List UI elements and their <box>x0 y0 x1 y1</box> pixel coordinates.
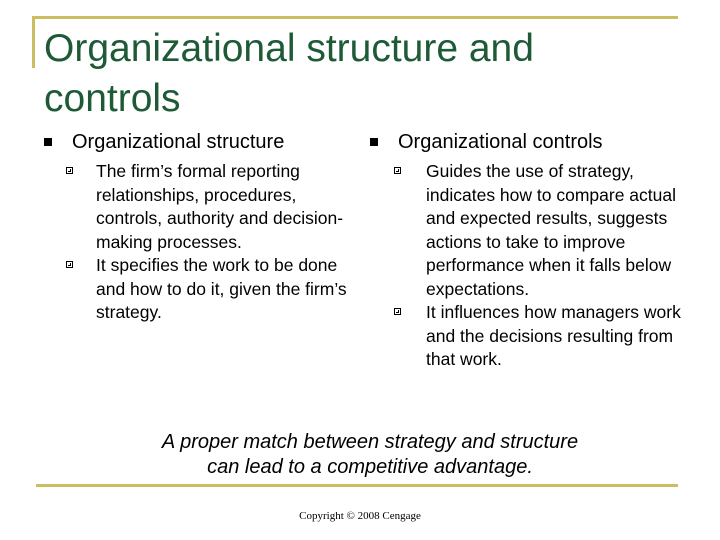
heading-text: Organizational structure <box>72 131 285 153</box>
list-item-text: It specifies the work to be done and how to do it, given the firm’s strategy. <box>96 255 347 322</box>
copyright-footer: Copyright © 2008 Cengage <box>299 510 421 522</box>
hollow-square-bullet-icon <box>66 167 73 174</box>
square-bullet-icon <box>44 138 52 146</box>
slide-title: Organizational structure and controls <box>44 27 534 120</box>
column-structure <box>44 128 354 325</box>
hollow-square-bullet-icon <box>66 261 73 268</box>
sub-bullet-list <box>370 160 690 372</box>
list-item <box>44 160 354 254</box>
frame-bottom-rule <box>36 484 678 487</box>
list-item-text: Guides the use of strategy, indicates how to compare actual and expected results, suggests actions to take to improve performance when it falls below expectations. <box>426 161 676 299</box>
conclusion-statement <box>100 430 640 480</box>
hollow-square-bullet-icon <box>394 308 401 315</box>
list-item-text: It influences how managers work and the decisions resulting from that work. <box>426 302 681 369</box>
column-controls <box>370 128 690 372</box>
list-item <box>370 160 690 301</box>
list-item <box>44 254 354 325</box>
list-item <box>370 301 690 372</box>
square-bullet-icon <box>370 138 378 146</box>
bullet-heading-structure <box>44 128 354 156</box>
bullet-heading-controls <box>370 128 690 156</box>
heading-text: Organizational controls <box>398 131 603 153</box>
frame-top-rule <box>32 16 678 19</box>
sub-bullet-list <box>44 160 354 325</box>
list-item-text: The firm’s formal reporting relationships, procedures, controls, authority and decision-making processes. <box>96 161 344 252</box>
hollow-square-bullet-icon <box>394 167 401 174</box>
conclusion-line: A proper match between strategy and structure <box>161 431 579 453</box>
conclusion-line: can lead to a competitive advantage. <box>207 456 533 478</box>
frame-left-rule <box>32 16 35 68</box>
